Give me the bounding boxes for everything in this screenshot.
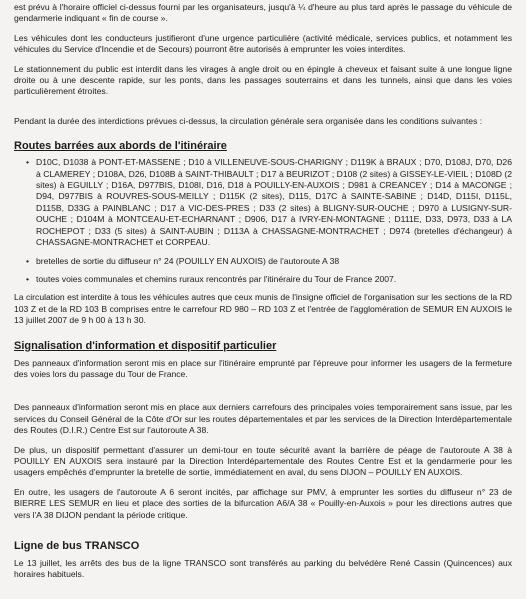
bullet-icon: • xyxy=(26,255,30,266)
intro-paragraph-3: Le stationnement du public est interdit dans les virages à angle droit ou en épingle à cheveux et faisant suite à une longue ligne droite ou à une descente rapide, sur les ponts, dans les passages souterrains et dans les tunnels, ainsi que dans les voies particulièrement étroites. xyxy=(14,63,512,97)
list-item xyxy=(26,256,512,267)
routes-heading: Routes barrées aux abords de l'itinéraire xyxy=(14,140,227,153)
signal-heading: Signalisation d'information et dispositif particulier xyxy=(14,339,277,352)
bullet-icon: • xyxy=(26,157,30,168)
list-item xyxy=(26,274,512,285)
intro-paragraph-4: Pendant la durée des interdictions prévues ci-dessus, la circulation générale sera organisée dans les conditions suivantes : xyxy=(14,115,483,126)
signal-paragraph-2: Des panneaux d'information seront mis en place aux derniers carrefours des principales voies temporairement sans issue, par les services du Conseil Général de la Côte d'Or sur les routes départementales et par les services de la Direction Interdépartementale des Routes (D.I.R.) Centre Est sur l'autoroute A 38. xyxy=(14,402,512,436)
routes-item-text: D10C, D1038 à PONT-ET-MASSENE ; D10 à VILLENEUVE-SOUS-CHARIGNY ; D119K à BRAUX ; D70, D108J, D70, D26 à CLAMEREY ; D108A, D26, D108B à SAINT-THIBAULT ; D17 à BEURIZOT ; D108 (2 sites) à GISSEY-LE-VIEIL ; D108D (2 sites) à EGUILLY ; D16A, D977BIS, D108I, D16, D18 à POUILLY-EN-AUXOIS ; D981 à CREANCEY ; D14 à MACONGE ; D94, D977BIS à ROUVRES-SOUS-MEILLY ; D115K (2 sites), D115, D17C à SAINTE-SABINE ; D14D, D115I, D115L, D115B, D33G à PAINBLANC ; D17 à VIC-DES-PRES ; D33 (2 sites) à BLIGNY-SUR-OUCHE ; D970 à LUSIGNY-SUR-OUCHE ; D104M à MONTCEAU-ET-ECHARNANT ; D906, D17 à IVRY-EN-MONTAGNE ; D111E, D33, D973, D33 à LA ROCHEPOT ; D33 (5 sites) à SAINT-AUBIN ; D113A à CHASSAGNE-MONTRACHET ; D974 (bretelles d'échangeur) à CHASSAGNE-MONTRACHET et CORPEAU. xyxy=(36,157,512,248)
intro-paragraph-2: Les véhicules dont les conducteurs justifieront d'une urgence particulière (activité médicale, services publics, et notamment les véhicules du Service d'Incendie et de Secours) pourront être autorisés à emprunter les voies interdites. xyxy=(14,32,512,55)
signal-paragraph-4: En outre, les usagers de l'autoroute A 6 seront incités, par affichage sur PMV, à emprunter les sorties du diffuseur n° 23 de BIERRE LES SEMUR en lieu et place des sorties de la bifurcation A6/A 38 « Pouilly-en-Auxois » pour les directions autres que vers l'A 38 DIJON pendant la période critique. xyxy=(14,486,512,520)
signal-paragraph-3: De plus, un dispositif permettant d'assurer un demi-tour en toute sécurité avant la barrière de péage de l'autoroute A 38 à POUILLY EN AUXOIS sera instauré par la Direction Interdépartementale des Routes Centre Est et la gendarmerie pour les usagers empêchés d'emprunter la bretelle de sortie, immédiatement en aval, du sens DIJON – POUILLY EN AUXOIS. xyxy=(14,444,512,478)
intro-paragraph-1: est prévu à l'horaire officiel ci-dessus fourni par les organisateurs, jusqu'à ¼ d'heure au plus tard après le passage du véhicule de gendarmerie indiquant « fin de course ». xyxy=(14,2,512,24)
list-item xyxy=(26,157,512,248)
bullet-icon: • xyxy=(26,273,30,284)
routes-list xyxy=(14,157,512,285)
routes-item-text: toutes voies communales et chemins ruraux rencontrés par l'itinéraire du Tour de France 2007. xyxy=(36,273,397,284)
bus-heading: Ligne de bus TRANSCO xyxy=(14,540,140,552)
routes-item-text: bretelles de sortie du diffuseur n° 24 (POUILLY EN AUXOIS) de l'autoroute A 38 xyxy=(36,255,340,266)
signal-paragraph-1: Des panneaux d'information seront mis en place sur l'itinéraire emprunté par l'épreuve pour informer les usagers de la fermeture des voies lors du passage du Tour de France. xyxy=(14,357,512,379)
bus-paragraph-1: Le 13 juillet, les arrêts des bus de la ligne TRANSCO sont transférés au parking du belvédère René Cassin (Quincences) aux horaires habituels. xyxy=(14,558,512,580)
routes-after-paragraph: La circulation est interdite à tous les véhicules autres que ceux munis de l'insigne officiel de l'organisation sur les sections de la RD 103 Z et de la RD 103 B comprises entre le carrefour RD 980 – RD 103 Z et l'entrée de l'agglomération de SEMUR EN AUXOIS le 13 juillet 2007 de 9 h 00 à 13 h 30. xyxy=(14,292,512,326)
